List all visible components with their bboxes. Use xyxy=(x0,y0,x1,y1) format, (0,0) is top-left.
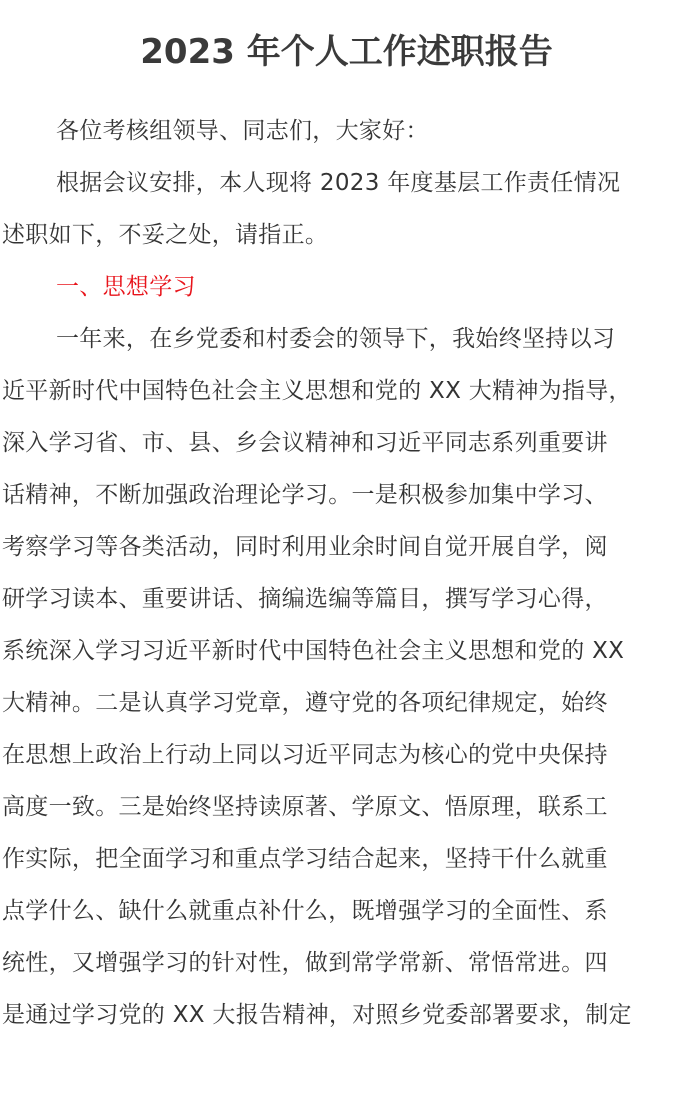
body-line: 深入学习省、市、县、乡会议精神和习近平同志系列重要讲 xyxy=(2,430,608,456)
body-line: 考察学习等各类活动，同时利用业余时间自觉开展自学，阅 xyxy=(2,534,608,560)
body-line: 是通过学习党的 XX 大报告精神，对照乡党委部署要求，制定 xyxy=(2,1002,632,1028)
body-line: 一年来，在乡党委和村委会的领导下，我始终坚持以习 xyxy=(56,326,616,352)
body-line: 近平新时代中国特色社会主义思想和党的 XX 大精神为指导， xyxy=(2,378,632,404)
greeting-line: 各位考核组领导、同志们，大家好： xyxy=(56,118,429,144)
body-line: 点学什么、缺什么就重点补什么，既增强学习的全面性、系 xyxy=(2,898,608,924)
body-line: 大精神。二是认真学习党章，遵守党的各项纪律规定，始终 xyxy=(2,690,608,716)
body-line: 研学习读本、重要讲话、摘编选编等篇目，撰写学习心得， xyxy=(2,586,608,612)
section-heading: 一、思想学习 xyxy=(56,274,196,300)
body-line: 在思想上政治上行动上同以习近平同志为核心的党中央保持 xyxy=(2,742,608,768)
intro-line: 根据会议安排，本人现将 2023 年度基层工作责任情况 xyxy=(56,170,621,196)
document-title: 2023 年个人工作述职报告 xyxy=(140,32,553,72)
intro-line: 述职如下，不妥之处，请指正。 xyxy=(2,222,329,248)
body-line: 高度一致。三是始终坚持读原著、学原文、悟原理，联系工 xyxy=(2,794,608,820)
body-line: 统性，又增强学习的针对性，做到常学常新、常悟常进。四 xyxy=(2,950,608,976)
body-line: 系统深入学习习近平新时代中国特色社会主义思想和党的 XX xyxy=(2,638,625,664)
body-line: 话精神，不断加强政治理论学习。一是积极参加集中学习、 xyxy=(2,482,608,508)
body-line: 作实际，把全面学习和重点学习结合起来，坚持干什么就重 xyxy=(2,846,608,872)
